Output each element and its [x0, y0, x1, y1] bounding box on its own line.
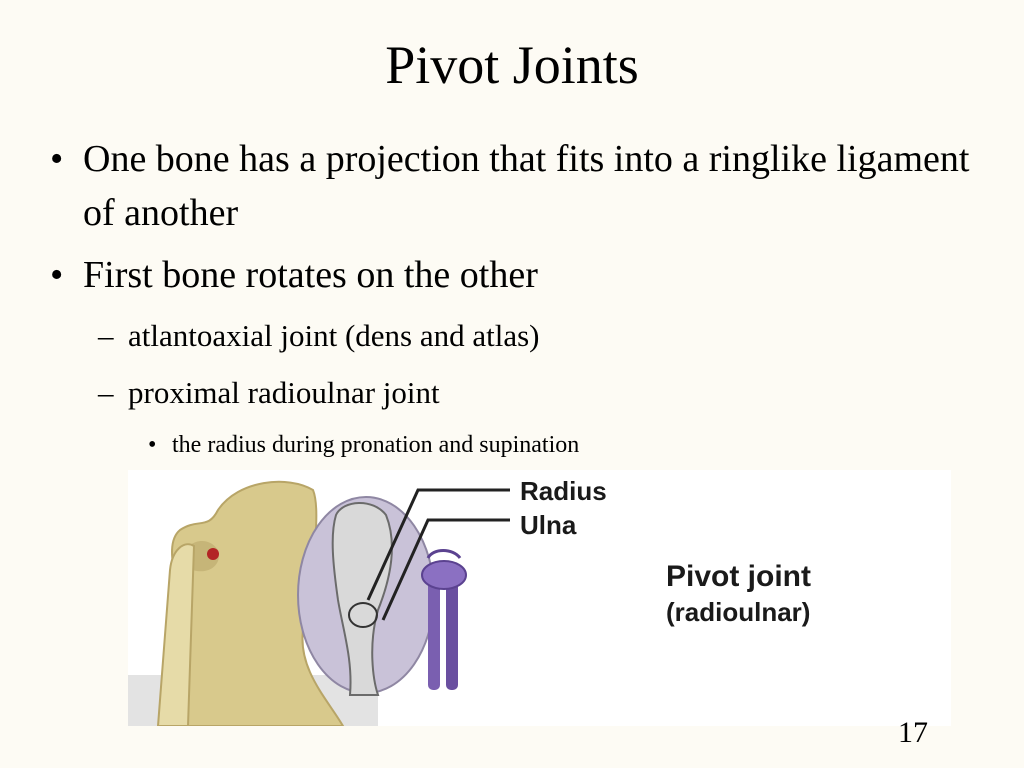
sub-bullet-dash: –	[98, 318, 114, 353]
pivot-model-rod	[428, 580, 440, 690]
pivot-joint-type-label: (radioulnar)	[666, 597, 811, 627]
sub-bullet-text: proximal radioulnar joint	[128, 375, 440, 410]
joint-marker-icon	[207, 548, 219, 560]
bullet-dot: •	[50, 254, 64, 296]
bullet-item	[50, 248, 1000, 302]
rotation-arrow-icon	[428, 551, 460, 559]
sub-bullet-item	[98, 373, 978, 413]
bullet-text: First bone rotates on the other	[83, 254, 538, 296]
pivot-joint-label: Pivot joint	[666, 560, 811, 593]
bullet-dot: •	[50, 138, 64, 180]
slide-number: 17	[898, 716, 928, 749]
sub-bullet-dash: –	[98, 375, 114, 410]
anatomy-illustration	[128, 470, 951, 726]
pivot-joint-figure	[128, 470, 951, 726]
pivot-model-head	[422, 561, 466, 589]
slide-title: Pivot Joints	[385, 35, 639, 95]
sub-bullet-text: atlantoaxial joint (dens and atlas)	[128, 318, 540, 353]
ulna-label: Ulna	[520, 510, 577, 540]
pivot-model-rod	[446, 580, 458, 690]
sub-sub-bullet-text: the radius during pronation and supination	[172, 432, 580, 458]
humerus-shape	[158, 544, 194, 726]
bullet-item	[50, 132, 1000, 240]
sub-bullet-item	[98, 316, 978, 356]
sub-sub-bullet-dot: •	[148, 432, 157, 458]
radius-label: Radius	[520, 476, 607, 506]
bullet-text: One bone has a projection that fits into a ringlike ligament of another	[83, 138, 970, 234]
sub-sub-bullet-item	[148, 430, 948, 460]
